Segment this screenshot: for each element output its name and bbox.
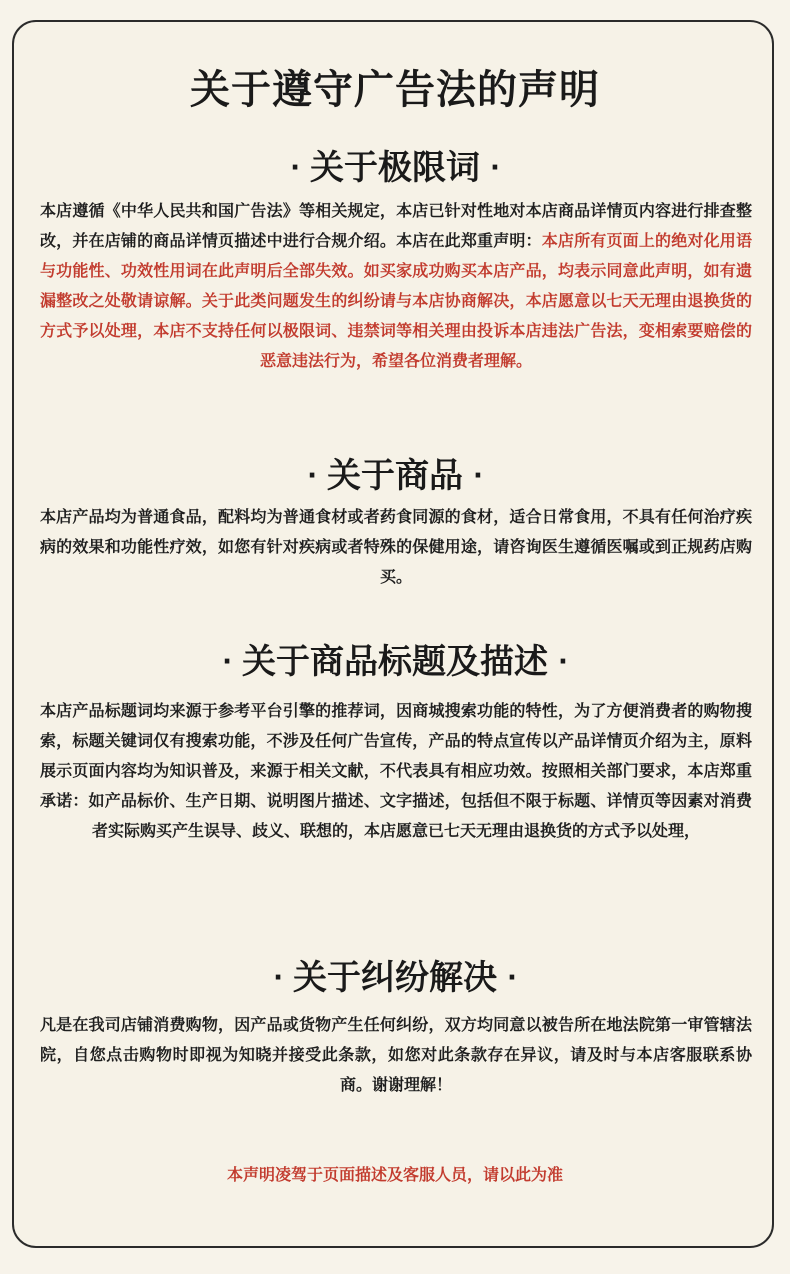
bullet-dot: · (222, 647, 232, 677)
body-text: 本店遵循《中华人民共和国广告法》等相关规定，本店已针对性地对本店商品详情页内容进行排查整改，并在店铺的商品详情页描述中进行合规介绍。本店在此郑重声明： (40, 201, 752, 250)
section-body-disputes: 凡是在我司店铺消费购物，因产品或货物产生任何纠纷，双方均同意以被告所在地法院第一审管辖法院，自您点击购物时即视为知晓并接受此条款，如您对此条款存在异议，请及时与本店客服联系协商。谢谢理解！ (40, 1015, 752, 1094)
bullet-dot: · (490, 153, 500, 183)
page-title: 关于遵守广告法的声明 (190, 67, 600, 113)
section-body-extreme-words (40, 196, 752, 376)
bullet-dot: · (273, 963, 283, 993)
section-title-text: 关于极限词 (310, 148, 480, 188)
section-title-titles-descriptions (0, 634, 790, 683)
section-title-disputes (0, 950, 790, 999)
section-title-text: 关于纠纷解决 (293, 958, 497, 998)
bullet-dot: · (473, 461, 483, 491)
footer-note: 本声明凌驾于页面描述及客服人员，请以此为准 (226, 1165, 563, 1184)
section-body-products: 本店产品均为普通食品，配料均为普通食材或者药食同源的食材，适合日常食用，不具有任何治疗疾病的效果和功能性疗效，如您有针对疾病或者特殊的保健用途，请咨询医生遵循医嘱或到正规药店购买。 (40, 507, 752, 586)
bullet-dot: · (307, 461, 317, 491)
section-title-extreme-words (0, 140, 790, 189)
section-body-titles-descriptions: 本店产品标题词均来源于参考平台引擎的推荐词，因商城搜索功能的特性，为了方便消费者的购物搜索，标题关键词仅有搜索功能，不涉及任何广告宣传，产品的特点宣传以产品详情页介绍为主，原料展示页面内容均为知识普及，来源于相关文献，不代表具有相应功效。按照相关部门要求，本店郑重承诺：如产品标价、生产日期、说明图片描述、文字描述，包括但不限于标题、详情页等因素对消费者实际购买产生误导、歧义、联想的，本店愿意已七天无理由退换货的方式予以处理， (40, 701, 752, 840)
section-title-products (0, 448, 790, 497)
bullet-dot: · (507, 963, 517, 993)
bullet-dot: · (290, 153, 300, 183)
section-title-text: 关于商品 (327, 456, 463, 496)
section-title-text: 关于商品标题及描述 (242, 642, 548, 682)
body-text-highlight: 本店所有页面上的绝对化用语与功能性、功效性用词在此声明后全部失效。如买家成功购买本店产品，均表示同意此声明，如有遗漏整改之处敬请谅解。关于此类问题发生的纠纷请与本店协商解决，本店愿意以七天无理由退换货的方式予以处理，本店不支持任何以极限词、违禁词等相关理由投诉本店违法广告法，变相索要赔偿的恶意违法行为，希望各位消费者理解。 (40, 231, 752, 370)
bullet-dot: · (558, 647, 568, 677)
